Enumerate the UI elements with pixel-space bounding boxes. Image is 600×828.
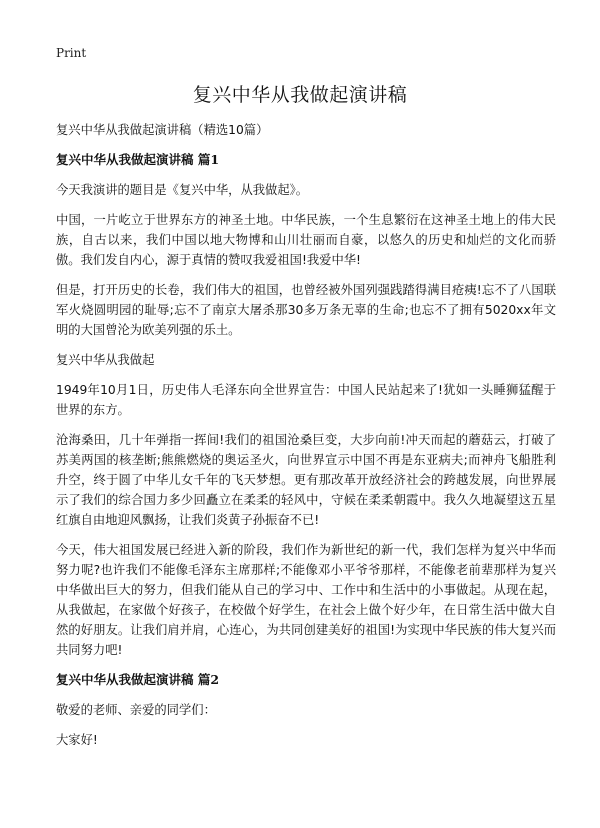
section-heading: 复兴中华从我做起演讲稿 篇1 [56,152,220,167]
paragraph: 中国，一片屹立于世界东方的神圣土地。中华民族，一个生息繁衍在这神圣土地上的伟大民族，自古以来，我们中国以地大物博和山川壮丽而自豪，以悠久的历史和灿烂的文化而骄傲。我们发自内心，源于真情的赞叹我爱祖国!我爱中华! [56,213,556,267]
paragraph: 今天，伟大祖国发展已经进入新的阶段，我们作为新世纪的新一代，我们怎样为复兴中华而努力呢?也许我们不能像毛泽东主席那样;不能像邓小平爷爷那样，不能像老前辈那样为复兴中华做出巨大的努力，但我们能从自己的学习中、工作中和生活中的小事做起。从现在起，从我做起，在家做个好孩子，在校做个好学生，在社会上做个好少年，在日常生活中做大自然的好朋友。让我们肩并肩，心连心，为共同创建美好的祖国!为实现中华民族的伟大复兴而共同努力吧! [56,543,556,657]
section-1 [56,150,556,660]
paragraph: 但是，打开历史的长卷，我们伟大的祖国，也曾经被外国列强践踏得满目疮痍!忘不了八国联军火烧圆明园的耻辱;忘不了南京大屠杀那30多万条无辜的生命;也忘不了拥有5020xx年文明的大国曾沦为欧美列强的乐土。 [56,283,556,337]
print-label: Print [56,46,87,60]
paragraph: 复兴中华从我做起 [56,353,155,367]
paragraph: 大家好! [56,733,98,747]
document-title: 复兴中华从我做起演讲稿 [192,84,408,106]
paragraph: 1949年10月1日，历史伟人毛泽东向全世界宣告：中国人民站起来了!犹如一头睡狮猛醒于世界的东方。 [56,383,556,417]
document-body [56,120,556,760]
section-heading: 复兴中华从我做起演讲稿 篇2 [56,672,220,687]
paragraph: 今天我演讲的题目是《复兴中华，从我做起》。 [56,183,309,197]
paragraph: 敬爱的老师、亲爱的同学们： [56,703,216,717]
document-subtitle: 复兴中华从我做起演讲稿（精选10篇） [56,123,269,137]
section-2 [56,670,556,750]
paragraph: 沧海桑田，几十年弹指一挥间!我们的祖国沧桑巨变，大步向前!冲天而起的蘑菇云，打破了苏美两国的核垄断;熊熊燃烧的奥运圣火，向世界宣示中国不再是东亚病夫;而神舟飞船胜利升空，终于圆了中华儿女千年的飞天梦想。更有那改革开放经济社会的跨越发展，向世界展示了我们的综合国力多少回矗立在柔柔的轻风中，守候在柔柔朝霞中。我久久地凝望这五星红旗自由地迎风飘扬，让我们炎黄子孙振奋不已! [56,433,556,527]
